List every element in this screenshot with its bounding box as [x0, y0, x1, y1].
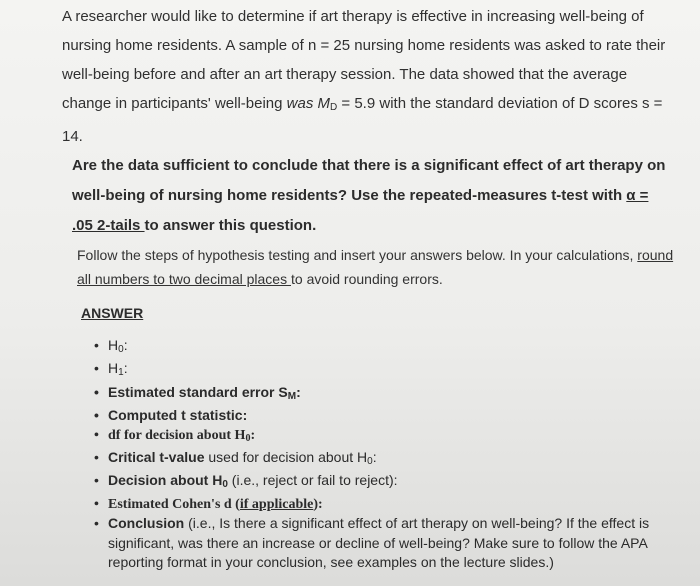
- list-item-conclusion: • Conclusion (i.e., Is there a significant effect of art therapy on well-being? If the effect is significant, was there an increase or decline of well-being? Make sure to follow the APA reporting format in your conclusion, see examples on the lecture slides.): [90, 514, 650, 572]
- instructions: Follow the steps of hypothesis testing and insert your answers below. In your calculations, round all numbers to two decimal places to avoid rounding errors.: [77, 247, 674, 287]
- research-question: Are the data sufficient to conclude that there is a significant effect of art therapy on well-being of nursing home residents? Use the repeated-measures t-test with α = .05 2-tails to answer this question.: [72, 157, 666, 234]
- list-item-critical-value: • Critical t-value used for decision about $H_0$:: [90, 448, 650, 471]
- answer-heading: ANSWER: [81, 305, 144, 321]
- list-item-standard-error: • Estimated standard error $S_M$:: [90, 383, 650, 406]
- list-item-cohens-d: • Estimated Cohen's d (if applicable):: [90, 495, 650, 514]
- answer-list: [90, 336, 650, 572]
- list-item-h1: • $H_1$:: [90, 359, 650, 382]
- list-item-t-statistic: • Computed t statistic:: [90, 406, 650, 425]
- list-item-h0: • $H_0$:: [90, 336, 650, 359]
- list-item-decision: • Decision about $H_0$ (i.e., reject or fail to reject):: [90, 471, 650, 494]
- list-item-df: • df for decision about $H_0$:: [90, 426, 650, 448]
- problem-statement: A researcher would like to determine if art therapy is effective in increasing well-being of nursing home residents. A sample of n = 25 nursing home residents was asked to rate their well-being before and after an art therapy session. The data showed that the average change in participants' well-being was $M_D = 5.9$ with the standard deviation of D scores s = 14.: [62, 8, 666, 145]
